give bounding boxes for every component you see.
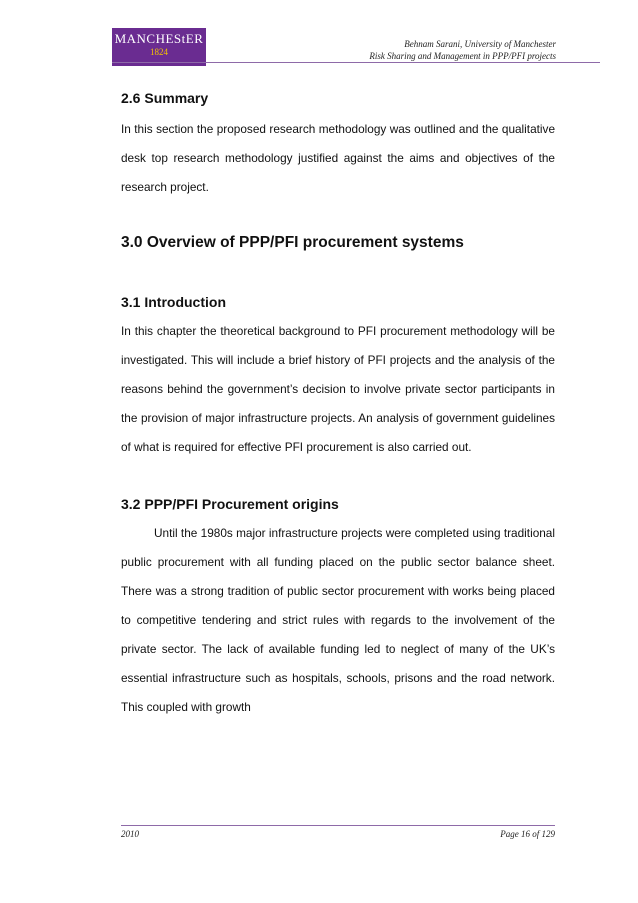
running-header xyxy=(369,38,556,62)
page-number: Page 16 of 129 xyxy=(500,829,555,839)
footer-rule xyxy=(121,825,555,826)
chapter-heading-3-0: 3.0 Overview of PPP/PFI procurement systems xyxy=(121,234,464,251)
header-rule xyxy=(112,62,600,63)
section-heading-2-6: 2.6 Summary xyxy=(121,90,209,106)
logo-name: MANCHEStER xyxy=(114,31,204,46)
university-logo xyxy=(112,28,206,66)
header-topic: Risk Sharing and Management in PPP/PFI projects xyxy=(369,51,556,61)
logo-year: 1824 xyxy=(150,47,168,57)
paragraph-3-1: In this chapter the theoretical background to PFI procurement methodology will be investigated. This will include a brief history of PFI projects and the analysis of the reasons behind the government’s decision to involve private sector participants in the provision of major infrastructure projects. An analysis of government guidelines of what is required for effective PFI procurement is also carried out. xyxy=(121,324,555,454)
section-heading-3-2: 3.2 PPP/PFI Procurement origins xyxy=(121,496,339,512)
section-heading-3-1: 3.1 Introduction xyxy=(121,294,226,310)
header-author: Behnam Sarani, University of Manchester xyxy=(404,39,556,49)
paragraph-3-2: Until the 1980s major infrastructure projects were completed using traditional public procurement with all funding placed on the public sector balance sheet. There was a strong tradition of public sector procurement with works being placed to competitive tendering and strict rules with regards to the involvement of the private sector. The lack of available funding led to neglect of many of the UK’s essential infrastructure such as hospitals, schools, prisons and the road network. This coupled with growth xyxy=(121,526,555,714)
footer-year: 2010 xyxy=(121,829,139,839)
paragraph-2-6: In this section the proposed research methodology was outlined and the qualitative desk top research methodology justified against the aims and objectives of the research project. xyxy=(121,122,555,194)
page-body xyxy=(121,90,555,722)
